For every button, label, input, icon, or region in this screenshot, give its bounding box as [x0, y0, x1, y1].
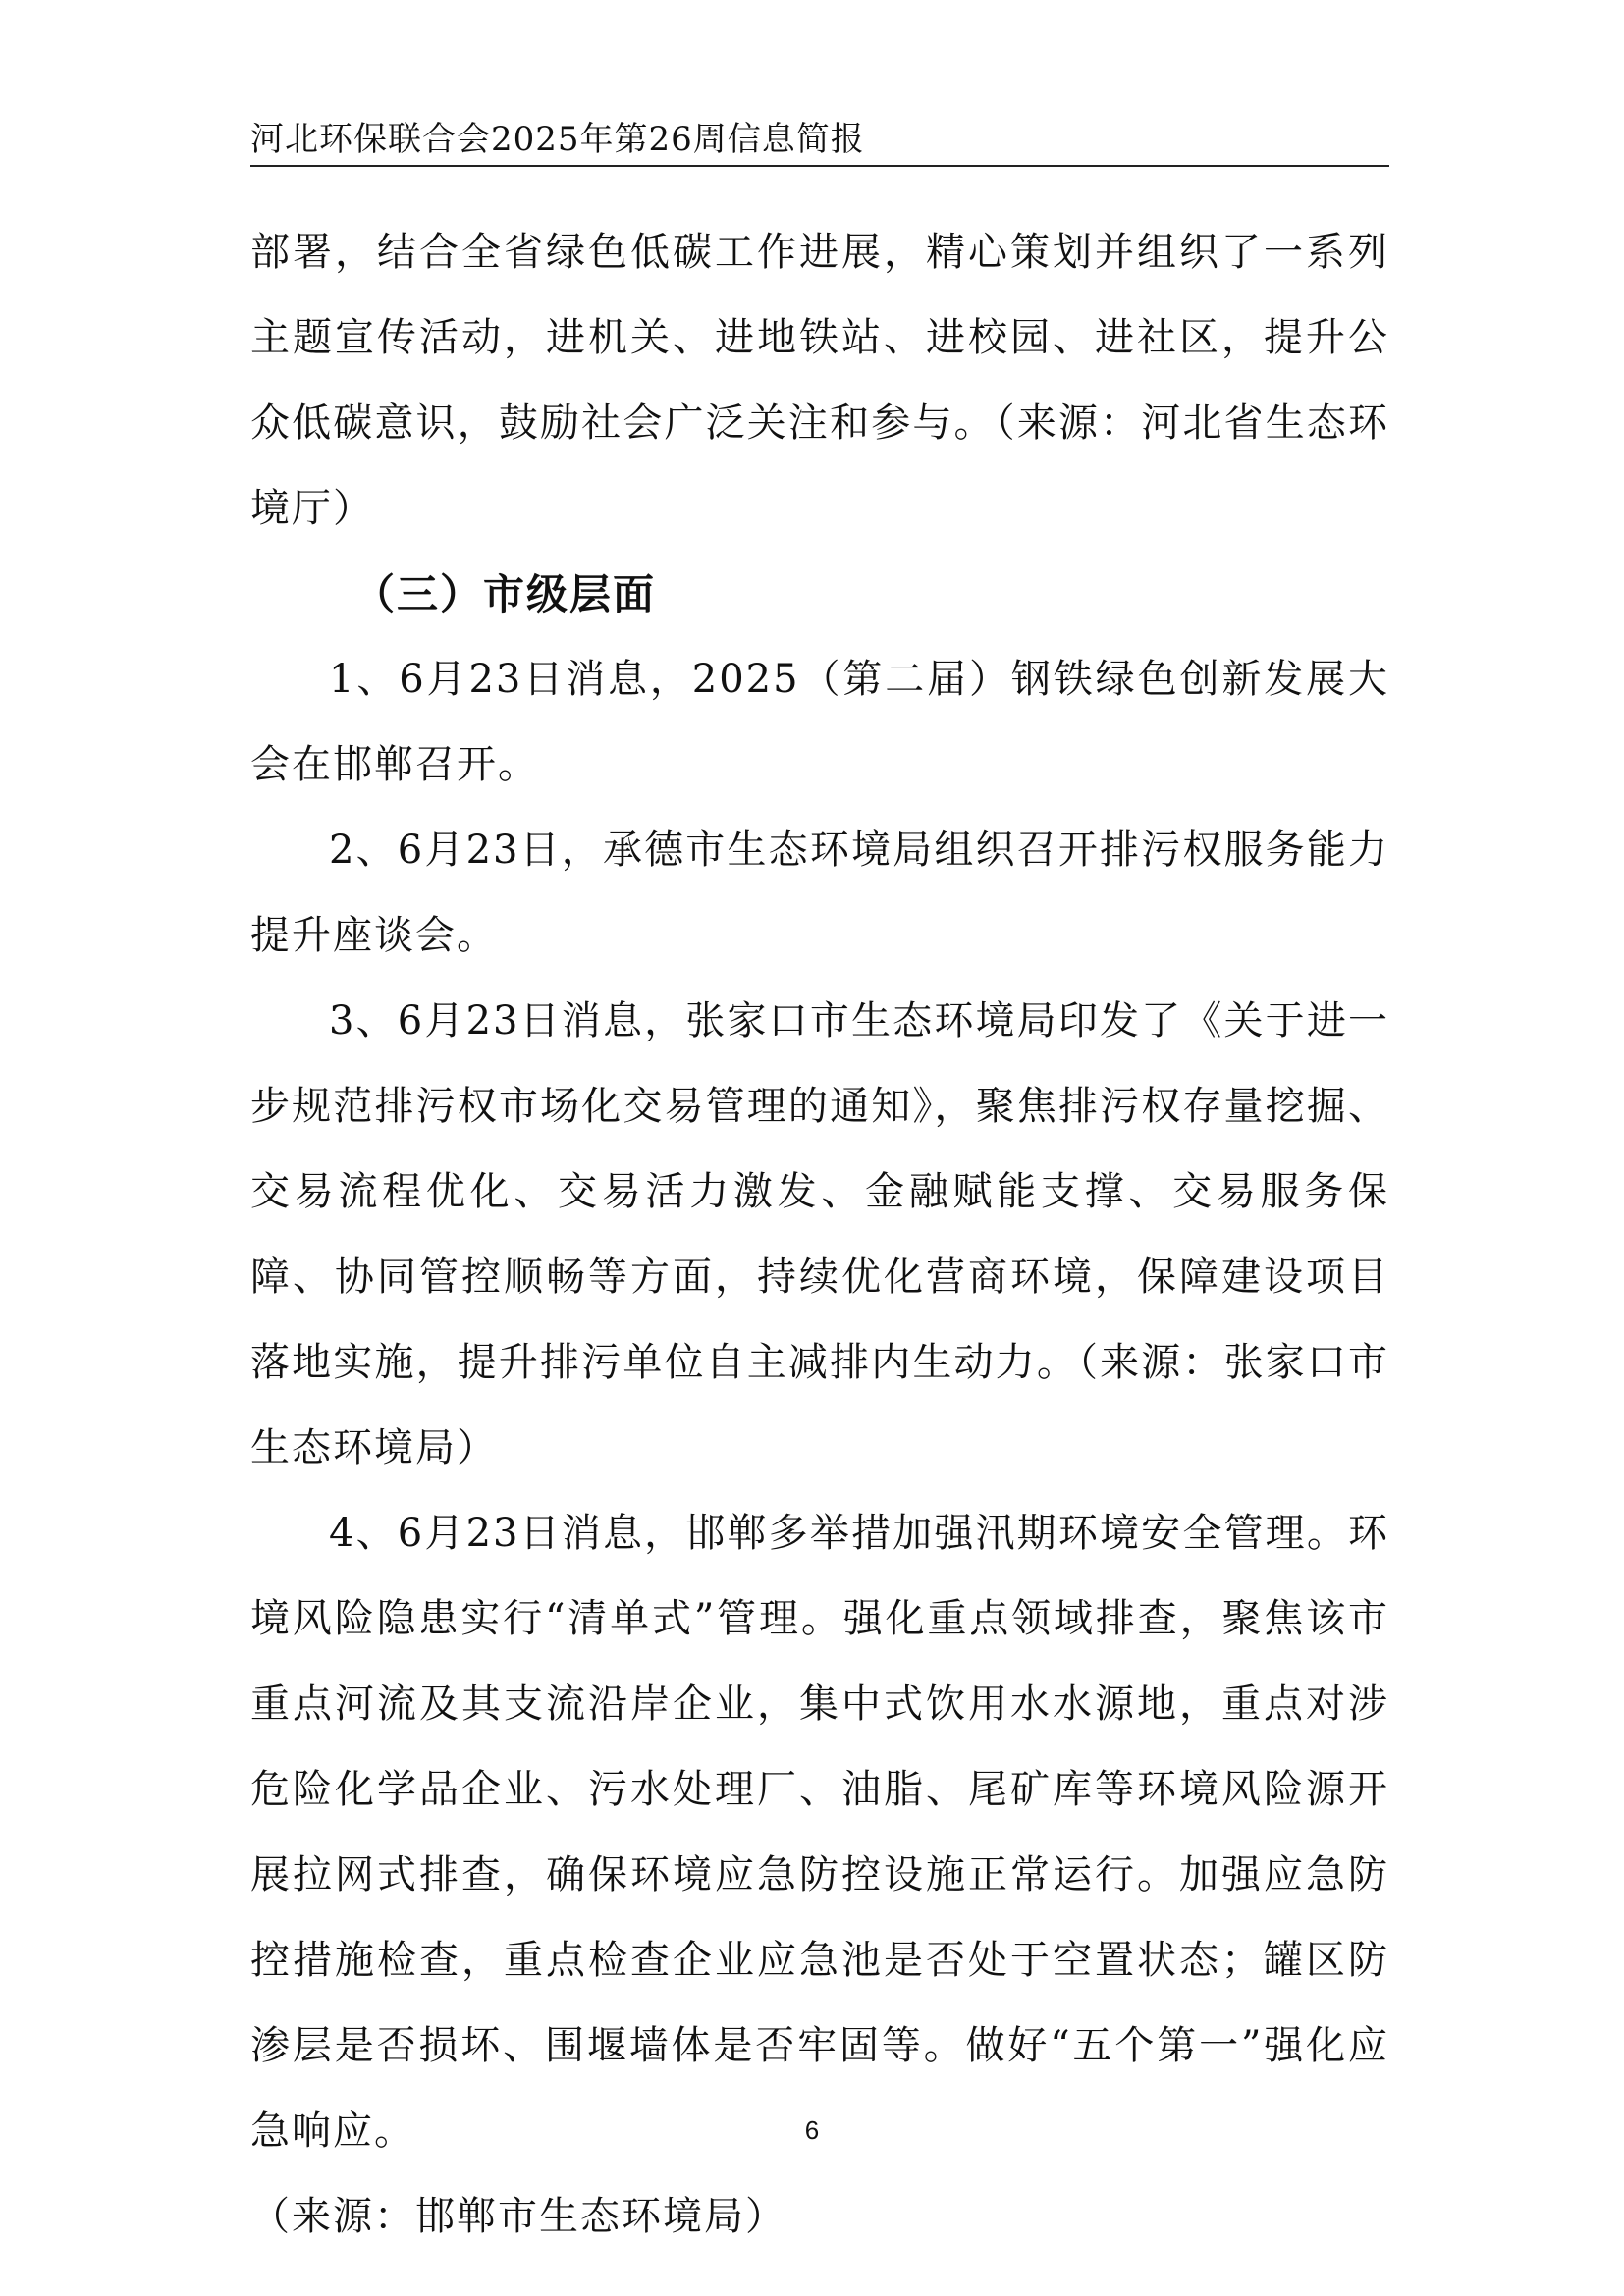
document-body: [250, 210, 1389, 2260]
news-item-4-source: （来源：邯郸市生态环境局）: [250, 2194, 786, 2239]
news-item-2: 2、6月23日，承德市生态环境局组织召开排污权服务能力提升座谈会。: [250, 828, 1389, 958]
page-number: 6: [804, 2115, 820, 2145]
running-header: 河北环保联合会2025年第26周信息简报: [250, 120, 865, 159]
news-item-1: 1、6月23日消息，2025（第二届）钢铁绿色创新发展大会在邯郸召开。: [250, 657, 1389, 787]
news-item-3: 3、6月23日消息，张家口市生态环境局印发了《关于进一步规范排污权市场化交易管理的通知》，聚焦排污权存量挖掘、交易流程优化、交易活力激发、金融赋能支撑、交易服务保障、协同管控顺畅等方面，持续优化营商环境，保障建设项目落地实施，提升排污单位自主减排内生动力。（来源：张家口市生态环境局）: [250, 998, 1389, 1470]
continued-paragraph: 部署，结合全省绿色低碳工作进展，精心策划并组织了一系列主题宣传活动，进机关、进地铁站、进校园、进社区，提升公众低碳意识，鼓励社会广泛关注和参与。（来源：河北省生态环境厅）: [250, 230, 1389, 531]
news-item-4: 4、6月23日消息，邯郸多举措加强汛期环境安全管理。环境风险隐患实行“清单式”管理。强化重点领域排查，聚焦该市重点河流及其支流沿岸企业，集中式饮用水水源地，重点对涉危险化学品企业、污水处理厂、油脂、尾矿库等环境风险源开展拉网式排查，确保环境应急防控设施正常运行。加强应急防控措施检查，重点检查企业应急池是否处于空置状态；罐区防渗层是否损坏、围堰墙体是否牢固等。做好“五个第一”强化应急响应。: [250, 1511, 1389, 2154]
section-heading: （三）市级层面: [353, 570, 657, 618]
header-divider: [250, 165, 1389, 167]
